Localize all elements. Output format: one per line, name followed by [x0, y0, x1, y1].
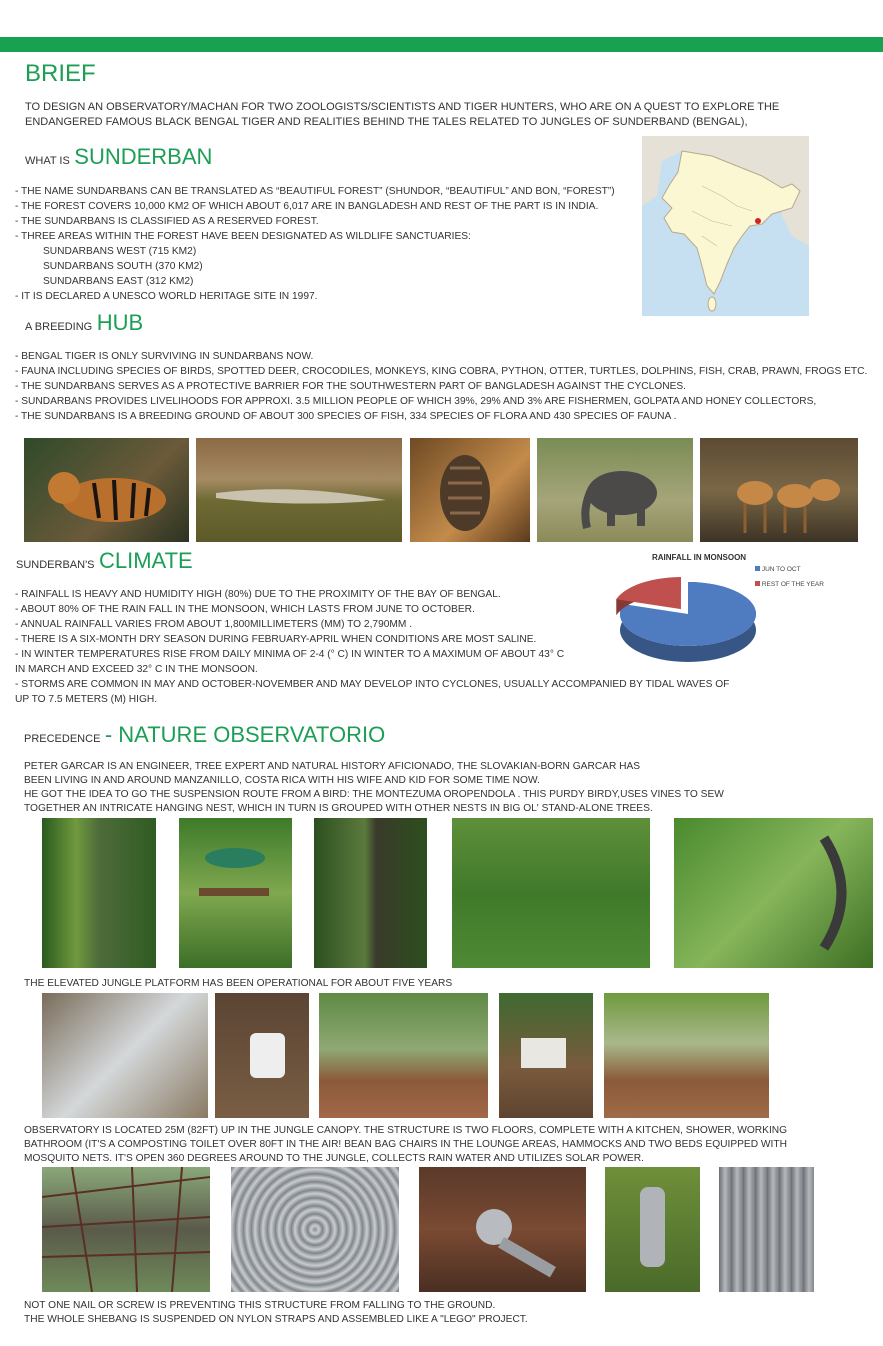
- heading-title: SUNDERBAN: [74, 144, 213, 169]
- hub-heading: [25, 310, 143, 336]
- text-line: - BENGAL TIGER IS ONLY SURVIVING IN SUNDARBANS NOW.: [15, 351, 314, 362]
- shackle-photo: [419, 1167, 586, 1292]
- clamp-photo: [605, 1167, 700, 1292]
- text-line: - FAUNA INCLUDING SPECIES OF BIRDS, SPOTTED DEER, CROCODILES, MONKEYS, KING COBRA, PYTHON, OTTER, TURTLES, DOLPHINS, FISH, CRAB, PRAWN, FROGS ETC.: [15, 366, 868, 377]
- crocodile-photo: [196, 438, 402, 542]
- text-line: NOT ONE NAIL OR SCREW IS PREVENTING THIS STRUCTURE FROM FALLING TO THE GROUND.: [24, 1300, 496, 1311]
- text-line: HE GOT THE IDEA TO GO THE SUSPENSION ROUTE FROM A BIRD: THE MONTEZUMA OROPENDOLA . THIS PURDY BIRDY,USES VINES TO SEW: [24, 789, 724, 800]
- heading-prefix: A BREEDING: [25, 321, 93, 333]
- caption-observatory: [24, 1124, 787, 1166]
- text-line: BATHROOM (IT'S A COMPOSTING TOILET OVER 80FT IN THE AIR! BEAN BAG CHAIRS IN THE LOUNGE AREAS, HAMMOCKS AND TWO BEDS EQUIPPED WITH: [24, 1139, 787, 1150]
- precedence-heading: [24, 722, 385, 748]
- text-line: - ABOUT 80% OF THE RAIN FALL IN THE MONSOON, WHICH LASTS FROM JUNE TO OCTOBER.: [15, 604, 475, 615]
- legend-label: REST OF THE YEAR: [761, 581, 824, 588]
- toilet-photo: [215, 993, 309, 1118]
- text-line: MOSQUITO NETS. IT'S OPEN 360 DEGREES AROUND TO THE JUNGLE, COLLECTS RAIN WATER AND UTILIZES SOLAR POWER.: [24, 1153, 644, 1164]
- caption-platform: THE ELEVATED JUNGLE PLATFORM HAS BEEN OPERATIONAL FOR ABOUT FIVE YEARS: [24, 978, 453, 989]
- frame-structure-photo: [42, 1167, 210, 1292]
- sanctuary-item: SUNDARBANS EAST (312 KM2): [43, 276, 194, 287]
- heading-prefix: SUNDERBAN'S: [16, 559, 95, 571]
- hub-text: [15, 349, 867, 424]
- brief-title: BRIEF: [25, 60, 96, 87]
- text-line: - IN WINTER TEMPERATURES RISE FROM DAILY MINIMA OF 2-4 (° C) IN WINTER TO A MAXIMUM OF ABOUT 43° C: [15, 649, 565, 660]
- chart-title: RAINFALL IN MONSOON: [652, 553, 747, 562]
- text-line: - ANNUAL RAINFALL VARIES FROM ABOUT 1,800MILLIMETERS (MM) TO 2,790MM .: [15, 619, 413, 630]
- climate-heading: [16, 548, 193, 574]
- brief-line: ENDANGERED FAMOUS BLACK BENGAL TIGER AND REALITIES BEHIND THE TALES RELATED TO JUNGLES OF SUNDERBAND (BENGAL),: [25, 116, 748, 128]
- heading-title: CLIMATE: [98, 548, 193, 573]
- text-line: - SUNDARBANS PROVIDES LIVELIHOODS FOR APPROXI. 3.5 MILLION PEOPLE OF WHICH 39%, 29% AND 3% ARE FISHERMEN, GOLPATA AND HONEY COLLECTORS,: [15, 396, 817, 407]
- text-line: - STORMS ARE COMMON IN MAY AND OCTOBER-NOVEMBER AND MAY DEVELOP INTO CYCLONES, USUALLY ACCOMPANIED BY TIDAL WAVES OF: [15, 679, 730, 690]
- precedence-text: [24, 760, 724, 816]
- sink-photo: [42, 993, 208, 1118]
- pie-chart: [600, 574, 770, 674]
- brief-text: [25, 100, 779, 130]
- deck-photo: [604, 993, 769, 1118]
- climbing-trunk-photo: [314, 818, 427, 968]
- tree-trunk-photo: [42, 818, 156, 968]
- treehouse-photo: [179, 818, 292, 968]
- text-line: - IT IS DECLARED A UNESCO WORLD HERITAGE SITE IN 1997.: [15, 291, 318, 302]
- text-line: TOGETHER AN INTRICATE HANGING NEST, WHICH IN TURN IS GROUPED WITH OTHER NESTS IN BIG OL' STAND-ALONE TREES.: [24, 803, 653, 814]
- heading-prefix: PRECEDENCE: [24, 733, 101, 745]
- sanctuary-item: SUNDARBANS SOUTH (370 KM2): [43, 261, 203, 272]
- text-line: - THE SUNDARBANS IS A BREEDING GROUND OF ABOUT 300 SPECIES OF FISH, 334 SPECIES OF FLORA AND 430 SPECIES OF FAUNA .: [15, 411, 677, 422]
- text-line: - THE FOREST COVERS 10,000 KM2 OF WHICH ABOUT 6,017 ARE IN BANGLADESH AND REST OF THE PART IS IN INDIA.: [15, 201, 599, 212]
- sanctuary-item: SUNDARBANS WEST (715 KM2): [43, 246, 197, 257]
- cables-photo: [231, 1167, 399, 1292]
- tiger-photo: [24, 438, 189, 542]
- deer-photo: [700, 438, 858, 542]
- turnbuckles-photo: [719, 1167, 814, 1292]
- text-line: IN MARCH AND EXCEED 32° C IN THE MONSOON.: [15, 664, 258, 675]
- legend-label: JUN TO OCT: [761, 566, 801, 573]
- canopy-photo: [452, 818, 650, 968]
- heading-prefix: WHAT IS: [25, 155, 70, 167]
- text-line: - THE SUNDARBANS SERVES AS A PROTECTIVE BARRIER FOR THE SOUTHWESTERN PART OF BANGLADESH AGAINST THE CYCLONES.: [15, 381, 687, 392]
- bed-photo: [499, 993, 593, 1118]
- sunderban-text: [15, 184, 615, 304]
- sunderban-heading: [25, 144, 212, 170]
- text-line: - THE NAME SUNDARBANS CAN BE TRANSLATED AS “BEAUTIFUL FOREST” (SHUNDOR, “BEAUTIFUL” AND BON, “FOREST”): [15, 186, 615, 197]
- india-map-image: [642, 136, 809, 316]
- brief-line: TO DESIGN AN OBSERVATORY/MACHAN FOR TWO ZOOLOGISTS/SCIENTISTS AND TIGER HUNTERS, WHO ARE ON A QUEST TO EXPLORE THE: [25, 101, 780, 113]
- spiral-platform-photo: [674, 818, 873, 968]
- text-line: BEEN LIVING IN AND AROUND MANZANILLO, COSTA RICA WITH HIS WIFE AND KID FOR SOME TIME NOW.: [24, 775, 540, 786]
- elephant-photo: [537, 438, 693, 542]
- header-stripe: [0, 37, 883, 52]
- heading-title: - NATURE OBSERVATORIO: [104, 722, 386, 747]
- lounge-photo: [319, 993, 488, 1118]
- text-line: UP TO 7.5 METERS (M) HIGH.: [15, 694, 158, 705]
- text-line: - THE SUNDARBANS IS CLASSIFIED AS A RESERVED FOREST.: [15, 216, 319, 227]
- text-line: - THERE IS A SIX-MONTH DRY SEASON DURING FEBRUARY-APRIL WHEN CONDITIONS ARE MOST SALINE.: [15, 634, 537, 645]
- text-line: - RAINFALL IS HEAVY AND HUMIDITY HIGH (80%) DUE TO THE PROXIMITY OF THE BAY OF BENGAL.: [15, 589, 501, 600]
- caption-suspension: [24, 1299, 528, 1327]
- text-line: OBSERVATORY IS LOCATED 25M (82FT) UP IN THE JUNGLE CANOPY. THE STRUCTURE IS TWO FLOORS, COMPLETE WITH A KITCHEN, SHOWER, WORKING: [24, 1125, 788, 1136]
- rainfall-chart: [600, 550, 840, 680]
- heading-title: HUB: [96, 310, 144, 335]
- text-line: THE WHOLE SHEBANG IS SUSPENDED ON NYLON STRAPS AND ASSEMBLED LIKE A "LEGO" PROJECT.: [24, 1314, 528, 1325]
- text-line: PETER GARCAR IS AN ENGINEER, TREE EXPERT AND NATURAL HISTORY AFICIONADO, THE SLOVAKIAN-BORN GARCAR HAS: [24, 761, 641, 772]
- legend-swatch: [755, 566, 760, 571]
- legend-item-0: [755, 566, 801, 573]
- pangolin-photo: [410, 438, 530, 542]
- text-line: - THREE AREAS WITHIN THE FOREST HAVE BEEN DESIGNATED AS WILDLIFE SANCTUARIES:: [15, 231, 471, 242]
